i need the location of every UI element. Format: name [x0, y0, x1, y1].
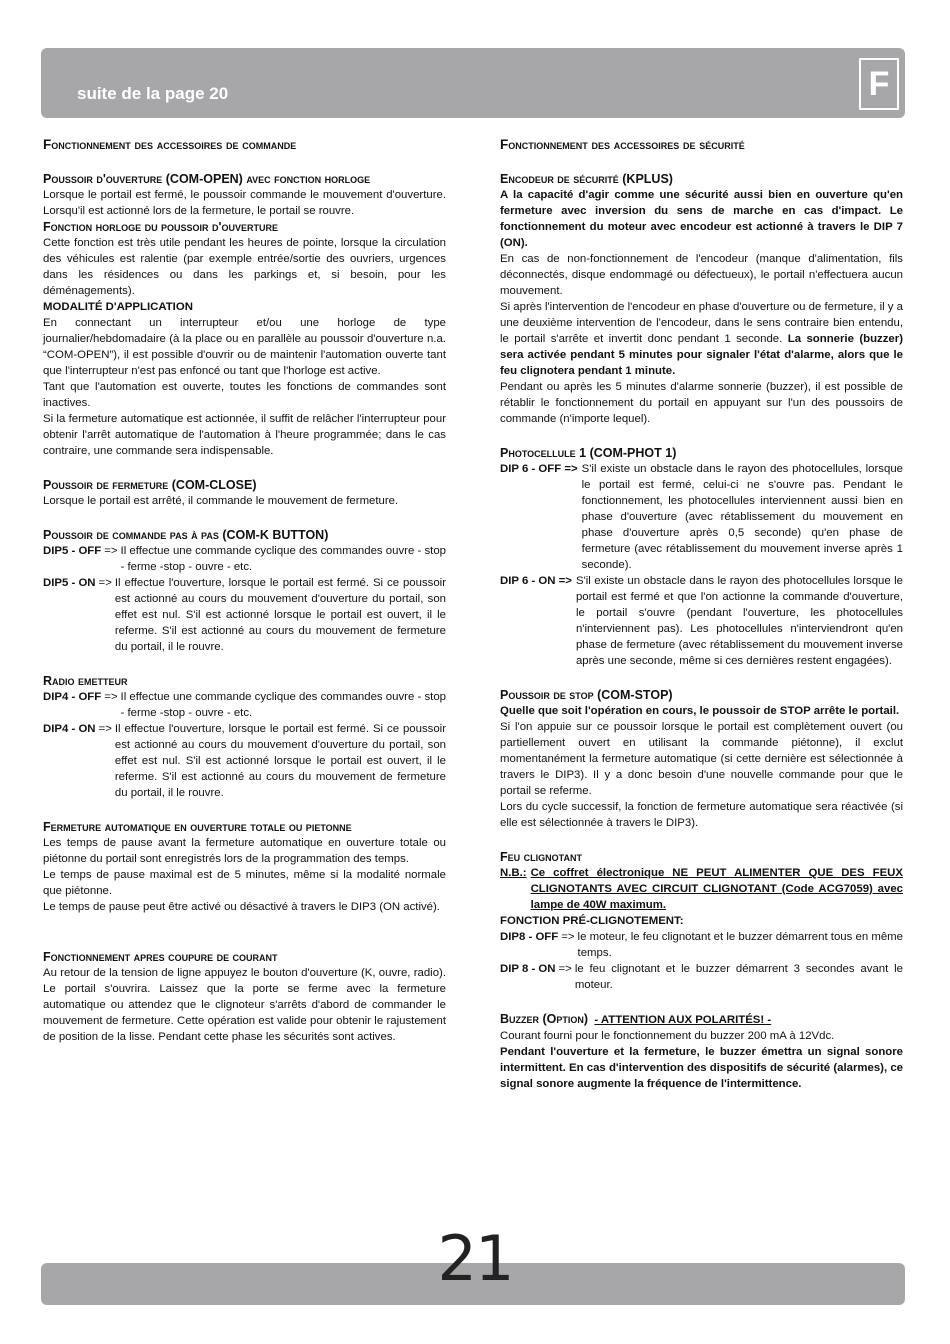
heading-clock-function: Fonction horloge du poussoir d'ouverture — [43, 220, 279, 234]
section-stop-button — [500, 687, 903, 831]
paragraph: Si l'on appuie sur ce poussoir lorsque le portail est complètement ouvert (ou partiellement ouvert en utilisant la commande piétonne), il exclut momentanément la fermeture automatique (si cette dernière est sélectionnée à travers le DIP3). Il y a donc besoin d'une nouvelle commande pour que le portail se referme. — [500, 721, 903, 797]
heading-stop-button: Poussoir de stop (COM-STOP) — [500, 688, 673, 702]
heading-buzzer: Buzzer (Option) — [500, 1012, 589, 1026]
paragraph — [500, 299, 903, 379]
section-step-button — [43, 527, 446, 655]
paragraph: Si la fermeture automatique est actionnée, il suffit de relâcher l'interrupteur pour obtenir l'arrêt automatique de l'automation à l'heure programmée; dans le cas contraire, une commande sera indispensable. — [43, 413, 446, 457]
dip-arrow: => — [104, 545, 118, 557]
section-radio — [43, 673, 446, 801]
left-column — [43, 137, 446, 1045]
heading-step-button: Poussoir de commande pas à pas (COM-K BUTTON) — [43, 528, 329, 542]
paragraph: En connectant un interrupteur et/ou une horloge de type journalier/hebdomadaire (à la place ou en parallèle au poussoir d'ouverture n.a. “COM-OPEN”), il est possible d'ouvrir ou de maintenir l'automation ouverte tant que l'interrupteur n'est pas enfoncé ou tant que l'horloge est active. — [43, 317, 446, 377]
header-bar — [41, 48, 905, 118]
paragraph: Cette fonction est très utile pendant les heures de pointe, lorsque la circulation des véhicules est ralentie (par exemple entrée/sortie des ouvriers, urgences dans les résidences ou dans les parkings et, si besoin, pour les déménagements). — [43, 237, 446, 297]
heading-open-button: Poussoir d'ouverture (COM-OPEN) avec fonction horloge — [43, 172, 371, 186]
heading-radio: Radio emetteur — [43, 674, 128, 688]
dip-key: DIP4 - ON — [43, 723, 96, 735]
dip-key: DIP4 - OFF — [43, 691, 102, 703]
dip-arrow: => — [98, 723, 112, 735]
dip-value: Il effectue l'ouverture, lorsque le portail est fermé. Si ce poussoir est actionné au cours du mouvement d'ouverture du portail, son effet est nul. S'il est actionné lorsque le portail est ouvert, il le referme. S'il est actionné au cours du mouvement de fermeture du portail, il le rouvre. — [114, 577, 446, 653]
language-badge: F — [859, 58, 899, 110]
heading-power-outage: Fonctionnement apres coupure de courant — [43, 950, 278, 964]
polarity-warning: - ATTENTION AUX POLARITÉS! - — [594, 1014, 772, 1026]
dip-row — [43, 575, 446, 655]
nb-note — [500, 865, 903, 913]
section-power-outage — [43, 949, 446, 1045]
page-number: 21 — [437, 1222, 513, 1295]
section-buzzer — [500, 1011, 903, 1092]
dip-value: S'il existe un obstacle dans le rayon des photocellules, lorsque le portail est fermé, celui-ci ne s'ouvre pas. Pendant le fonctionnement, les photocellules interviennent aussi bien en phase d'ouverture (avec rétablissement du mouvement en phase d'ouverture après 0,5 seconde) qu'en phase de fermeture (avec rétablissement du mouvement inverse après 1 seconde). — [581, 463, 903, 571]
dip-row — [500, 461, 903, 573]
dip-row — [500, 573, 903, 669]
paragraph: Les temps de pause avant la fermeture automatique en ouverture totale ou piétonne du portail sont enregistrés lors de la programmation des temps. — [43, 837, 446, 865]
dip-arrow: => — [561, 931, 575, 943]
dip-key: DIP 6 - OFF => — [500, 463, 578, 475]
dip-key: DIP5 - OFF — [43, 545, 102, 557]
heading-encoder: Encodeur de sécurité (KPLUS) — [500, 172, 673, 186]
paragraph: Lorsque le portail est fermé, le poussoir commande le mouvement d'ouverture. Lorsqu'il est actionné lors de la fermeture, le portail se rouvre. — [43, 189, 446, 217]
dip-arrow: => — [558, 963, 572, 975]
heading-auto-close: Fermeture automatique en ouverture totale ou pietonne — [43, 820, 352, 834]
section-photocell — [500, 445, 903, 669]
heading-flashing-light: Feu clignotant — [500, 850, 582, 864]
paragraph-bold: Pendant l'ouverture et la fermeture, le buzzer émettra un signal sonore intermittent. En cas d'intervention des dispositifs de sécurité (alarmes), ce signal sonore augmente la fréquence de l'intermittence. — [500, 1046, 903, 1090]
paragraph: Tant que l'automation est ouverte, toutes les fonctions de commandes sont inactives. — [43, 381, 446, 409]
paragraph: Lors du cycle successif, la fonction de fermeture automatique sera réactivée (si elle est sélectionnée à travers le DIP3). — [500, 801, 903, 829]
dip-value: Il effectue l'ouverture, lorsque le portail est fermé. Si ce poussoir est actionné au cours du mouvement d'ouverture du portail, son effet est nul. S'il est actionné lorsque le portail est ouvert, il le referme. S'il est actionné au cours du mouvement de fermeture du portail, il le rouvre. — [114, 723, 446, 799]
paragraph: Au retour de la tension de ligne appuyez le bouton d'ouverture (K, ouvre, radio). Le portail s'ouvrira. Laissez que la porte se ferme avec la fermeture automatique ou attendez que le clignoteur s'arrêts d'abord de commander le mouvement de fermeture. Cette opération est valide pour obtenir le rajustement de position de la lisse. Pendant cette phase les sécurités sont actives. — [43, 967, 446, 1043]
dip-row — [500, 929, 903, 961]
dip-value: le moteur, le feu clignotant et le buzzer démarrent tous en même temps. — [577, 931, 903, 959]
dip-row — [43, 689, 446, 721]
nb-text: Ce coffret électronique NE PEUT ALIMENTER QUE DES FEUX CLIGNOTANTS AVEC CIRCUIT CLIGNOTANT (Code ACG7059) avec lampe de 40W maximum. — [530, 867, 903, 911]
nb-label: N.B.: — [500, 867, 527, 879]
section-open-button — [43, 171, 446, 219]
section-flashing-light — [500, 849, 903, 993]
paragraph-text: Si après l'intervention de l'encodeur en phase d'ouverture ou de fermeture, il y a une deuxième intervention de l'encodeur, dans le sens contraire bien entendu, le portail s'arrête et invertit donc pendant 1 seconde. — [500, 301, 903, 345]
dip-value: Il effectue une commande cyclique des commandes ouvre - stop - ferme -stop - ouvre - etc. — [120, 691, 446, 719]
dip-row — [43, 543, 446, 575]
paragraph-bold-inline: La sonnerie (buzzer) sera activée pendant 5 minutes pour signaler l'état d'alarme, alors que le feu clignotera pendant 1 minute. — [500, 333, 903, 377]
section-close-button — [43, 477, 446, 509]
dip-arrow: => — [98, 577, 112, 589]
dip-row — [43, 721, 446, 801]
dip-key: DIP8 - OFF — [500, 931, 559, 943]
dip-row — [500, 961, 903, 993]
paragraph: Lorsque le portail est arrêté, il commande le mouvement de fermeture. — [43, 495, 399, 507]
section-encoder — [500, 171, 903, 427]
paragraph: Le temps de pause peut être activé ou désactivé à travers le DIP3 (ON activé). — [43, 901, 440, 913]
dip-key: DIP 8 - ON — [500, 963, 556, 975]
dip-value: S'il existe un obstacle dans le rayon des photocellules lorsque le portail est fermé et que l'on actionne la commande d'ouverture, le portail s'ouvre (pendant l'ouverture, les photocellules n'interviennent pas). Les photocellules n'interviendront qu'en phase de fermeture (avec rétablissement du mouvement inverse après une seconde, même si ces dernières restent engagées). — [575, 575, 903, 667]
paragraph: Pendant ou après les 5 minutes d'alarme sonnerie (buzzer), il est possible de rétablir le fonctionnement du portail en appuyant sur l'un des poussoirs de commande (n'importe lequel). — [500, 381, 903, 425]
paragraph: Courant fourni pour le fonctionnement du buzzer 200 mA à 12Vdc. — [500, 1030, 835, 1042]
heading-photocell: Photocellule 1 (COM-PHOT 1) — [500, 446, 677, 460]
section-clock-function — [43, 219, 446, 459]
subheading-application: MODALITÉ D'APPLICATION — [43, 301, 193, 313]
dip-arrow: => — [104, 691, 118, 703]
dip-key: DIP 6 - ON => — [500, 575, 572, 587]
section-auto-close — [43, 819, 446, 915]
dip-key: DIP5 - ON — [43, 577, 96, 589]
paragraph: Le temps de pause maximal est de 5 minutes, même si la modalité normale que piétonne. — [43, 869, 446, 897]
left-section-title: Fonctionnement des accessoires de commande — [43, 137, 297, 152]
paragraph-bold: A la capacité d'agir comme une sécurité aussi bien en ouverture qu'en fermeture avec inversion du sens de marche en cas d'impact. Le fonctionnement du moteur avec encodeur est actionné à travers le DIP 7 (ON). — [500, 189, 903, 249]
subheading-pre-flash: FONCTION PRÉ-CLIGNOTEMENT: — [500, 915, 684, 927]
paragraph-bold: Quelle que soit l'opération en cours, le poussoir de STOP arrête le portail. — [500, 705, 900, 717]
heading-close-button: Poussoir de fermeture (COM-CLOSE) — [43, 478, 257, 492]
dip-value: Il effectue une commande cyclique des commandes ouvre - stop - ferme -stop - ouvre - etc. — [120, 545, 446, 573]
paragraph: En cas de non-fonctionnement de l'encodeur (manque d'alimentation, fils déconnectés, disque endommagé ou défectueux), le portail n'effectuera aucun mouvement. — [500, 253, 903, 297]
continued-from-label: suite de la page 20 — [77, 84, 229, 103]
right-section-title: Fonctionnement des accessoires de sécurité — [500, 137, 745, 152]
dip-value: le feu clignotant et le buzzer démarrent 3 secondes avant le moteur. — [574, 963, 903, 991]
right-column — [500, 137, 903, 1092]
